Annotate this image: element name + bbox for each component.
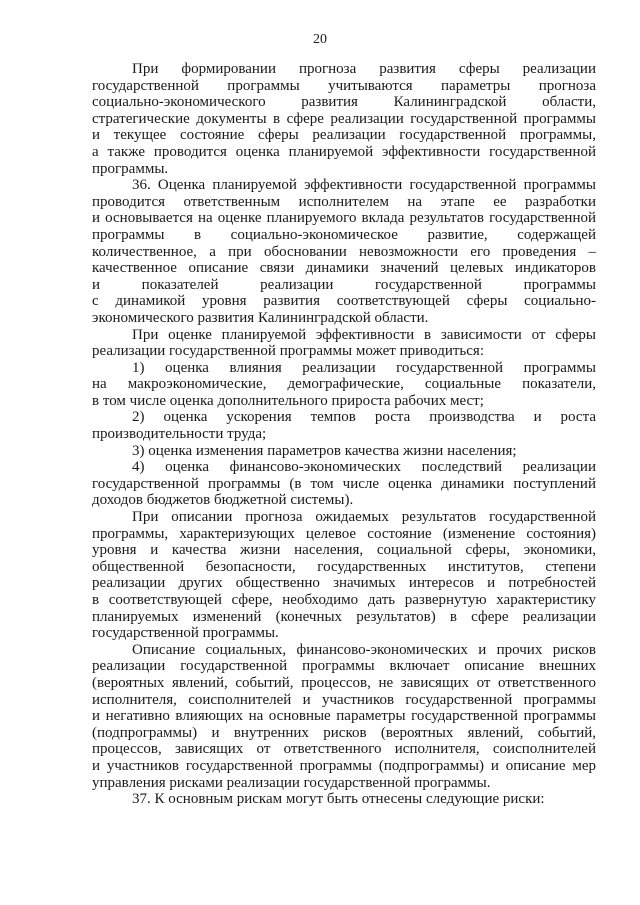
text-line: 4) оценка финансово-экономических последствий реализации	[132, 459, 596, 476]
paragraph	[92, 327, 596, 360]
paragraph	[92, 177, 596, 326]
text-line: проводится ответственным исполнителем на этапе ее разработки	[92, 193, 596, 210]
text-line: социально-экономического развития Калининградской области,	[92, 94, 596, 111]
text-line: планируемых изменений (конечных результатов) в сфере реализации	[92, 608, 596, 625]
paragraph	[92, 443, 596, 460]
text-line: в соответствующей сфере, необходимо дать развернутую характеристику	[92, 592, 596, 608]
text-line: 2) оценка ускорения темпов роста производства и роста	[132, 409, 596, 426]
text-line: количественное, а при обосновании невозможности его проведения –	[92, 243, 596, 260]
text-line: и текущее состояние сферы реализации государственной программы,	[92, 127, 596, 144]
text-line: При оценке планируемой эффективности в зависимости от сферы	[132, 326, 596, 343]
text-line: реализации государственной программы может приводиться:	[92, 343, 484, 360]
page-number: 20	[313, 32, 327, 47]
text-line: и негативно влияющих на основные параметры государственной программы	[92, 708, 596, 725]
paragraph	[92, 642, 596, 791]
text-line: 1) оценка влияния реализации государственной программы	[132, 359, 596, 376]
text-line: процессов, зависящих от ответственного исполнителя, соисполнителей	[92, 741, 596, 758]
text-line: производительности труда;	[92, 426, 267, 443]
text-line: и показателей реализации государственной программы	[92, 276, 596, 293]
paragraph	[92, 509, 596, 642]
text-line: стратегические документы в сфере реализации государственной программы	[92, 110, 596, 127]
text-line: При формировании прогноза развития сферы реализации	[132, 61, 596, 77]
text-line: на макроэкономические, демографические, социальные показатели,	[92, 376, 596, 393]
text-line: уровня и качества жизни населения, социальной сферы, экономики,	[92, 542, 596, 559]
text-line: 3) оценка изменения параметров качества жизни населения;	[132, 442, 517, 459]
text-line: реализации государственной программы включает описание внешних	[92, 658, 596, 675]
text-line: и участников государственной программы (подпрограммы) и описание мер	[92, 757, 596, 774]
text-line: в том числе оценка дополнительного прироста рабочих мест;	[92, 392, 484, 409]
paragraph	[92, 409, 596, 442]
text-line: программы.	[92, 160, 169, 177]
text-line: общественной безопасности, государственных институтов, степени	[92, 558, 596, 575]
text-line: доходов бюджетов бюджетной системы).	[92, 492, 354, 509]
document-body	[92, 61, 596, 808]
text-line: программы в социально-экономическое развитие, содержащей	[92, 226, 596, 243]
text-line: (подпрограммы) и внутренних рисков (вероятных явлений, событий,	[92, 724, 596, 741]
text-line: (вероятных явлений, событий, процессов, не зависящих от ответственного	[92, 674, 596, 691]
text-line: При описании прогноза ожидаемых результатов государственной	[132, 509, 596, 526]
text-line: 37. К основным рискам могут быть отнесены следующие риски:	[132, 791, 545, 808]
text-line: программы, характеризующих целевое состояние (изменение состояния)	[92, 525, 596, 542]
paragraph	[92, 61, 596, 177]
text-line: исполнителя, соисполнителей и участников государственной программы	[92, 691, 596, 708]
text-line: с динамикой уровня развития соответствующей сферы социально-	[92, 293, 596, 310]
text-line: экономического развития Калининградской области.	[92, 309, 429, 326]
paragraph	[92, 791, 596, 808]
text-line: а также проводится оценка планируемой эффективности государственной	[92, 143, 596, 160]
text-line: и основывается на оценке планируемого вклада результатов государственной	[92, 210, 596, 227]
text-line: государственной программы (в том числе оценка динамики поступлений	[92, 475, 596, 492]
text-line: государственной программы учитываются параметры прогноза	[92, 77, 596, 94]
text-line: управления рисками реализации государственной программы.	[92, 774, 491, 791]
text-line: государственной программы.	[92, 625, 279, 642]
text-line: Описание социальных, финансово-экономических и прочих рисков	[132, 641, 596, 658]
text-line: 36. Оценка планируемой эффективности государственной программы	[132, 177, 596, 194]
text-line: качественное описание связи динамики значений целевых индикаторов	[92, 260, 596, 277]
paragraph	[92, 360, 596, 410]
text-line: реализации других общественно значимых интересов и потребностей	[92, 575, 596, 592]
paragraph	[92, 459, 596, 509]
